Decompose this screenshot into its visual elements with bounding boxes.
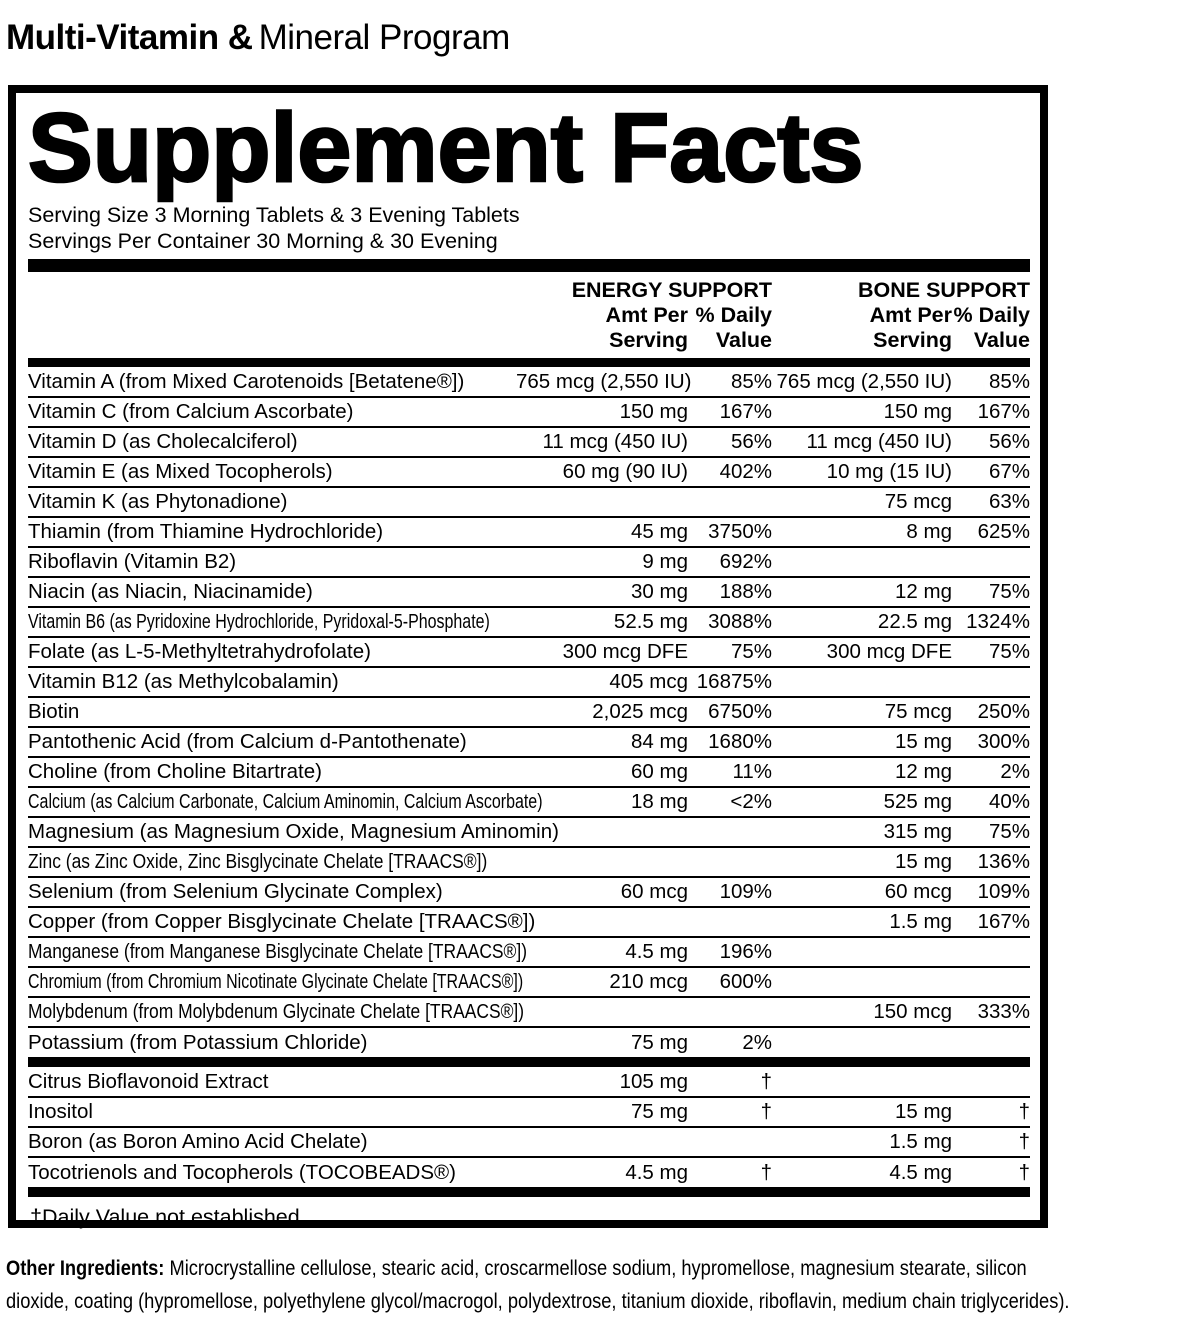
nutrient-value: 12 mg bbox=[895, 580, 952, 603]
nutrient-value: 75% bbox=[988, 640, 1030, 663]
table-row bbox=[28, 517, 1030, 547]
nutrient-value: 60 mcg bbox=[884, 880, 952, 903]
nutrient-value: 1.5 mg bbox=[889, 910, 952, 933]
nutrient-value bbox=[772, 1027, 952, 1057]
nutrient-value: 85% bbox=[988, 369, 1030, 393]
nutrient-value: 196% bbox=[719, 940, 772, 963]
nutrient-value bbox=[772, 667, 952, 697]
value-header: Value bbox=[715, 328, 773, 352]
divider-thick bbox=[28, 259, 1030, 272]
nutrient-name: Vitamin B6 (as Pyridoxine Hydrochloride, Pyridoxal-5-Phosphate) bbox=[28, 610, 490, 633]
nutrient-value: 250% bbox=[977, 700, 1030, 723]
nutrient-name: Vitamin B12 (as Methylcobalamin) bbox=[28, 670, 339, 693]
nutrient-value: 765 mcg (2,550 IU) bbox=[516, 369, 692, 393]
nutrient-value: 4.5 mg bbox=[889, 1160, 952, 1184]
nutrient-value: 2% bbox=[1000, 760, 1030, 783]
nutrient-value: 6750% bbox=[708, 700, 772, 723]
spacer-cell bbox=[28, 276, 516, 303]
table-row bbox=[28, 457, 1030, 487]
daily-value-header: % Daily bbox=[953, 303, 1031, 327]
table-row bbox=[28, 607, 1030, 637]
column-subheader-row bbox=[28, 328, 1030, 358]
nutrient-value: 16875% bbox=[696, 670, 772, 693]
table-row bbox=[28, 547, 1030, 577]
nutrient-value: 300 mcg DFE bbox=[826, 640, 952, 663]
nutrient-value: 63% bbox=[988, 490, 1030, 513]
nutrient-value: 11 mcg (450 IU) bbox=[806, 430, 952, 453]
nutrient-value: 315 mg bbox=[883, 820, 952, 843]
nutrient-value bbox=[952, 667, 1030, 697]
table-row bbox=[28, 1127, 1030, 1157]
nutrient-value: 52.5 mg bbox=[613, 610, 688, 633]
nutrient-value: 150 mg bbox=[619, 400, 688, 423]
product-title bbox=[6, 18, 510, 58]
nutrients-table bbox=[28, 367, 1030, 1057]
nutrient-value: 84 mg bbox=[631, 730, 688, 753]
nutrient-value bbox=[688, 1127, 772, 1157]
nutrient-value: 167% bbox=[719, 400, 772, 423]
nutrient-value: 167% bbox=[977, 910, 1030, 933]
nutrient-value: 15 mg bbox=[895, 850, 952, 873]
table-row bbox=[28, 427, 1030, 457]
nutrient-name: Vitamin E (as Mixed Tocopherols) bbox=[28, 460, 333, 483]
nutrient-name: Vitamin D (as Cholecalciferol) bbox=[28, 430, 298, 453]
nutrient-name: Pantothenic Acid (from Calcium d-Pantothenate) bbox=[28, 730, 467, 753]
table-row bbox=[28, 577, 1030, 607]
nutrient-value: † bbox=[760, 1069, 772, 1093]
table-row bbox=[28, 997, 1030, 1027]
panel-title: Supplement Facts bbox=[28, 93, 864, 202]
nutrient-value: 11 mcg (450 IU) bbox=[542, 430, 688, 453]
nutrient-name: Inositol bbox=[28, 1100, 93, 1123]
amt-per-header: Amt Per bbox=[869, 303, 953, 327]
servings-per-container: Servings Per Container 30 Morning & 30 Evening bbox=[28, 229, 498, 253]
nutrient-value: 625% bbox=[977, 520, 1030, 543]
nutrient-value: 75 mg bbox=[631, 1100, 688, 1123]
nutrient-name: Selenium (from Selenium Glycinate Complex) bbox=[28, 880, 443, 903]
table-row bbox=[28, 877, 1030, 907]
nutrient-value bbox=[772, 547, 952, 577]
nutrient-value: 150 mcg bbox=[873, 1000, 952, 1023]
nutrient-value: 56% bbox=[730, 430, 772, 453]
nutrient-name: Tocotrienols and Tocopherols (TOCOBEADS®) bbox=[28, 1160, 456, 1184]
nutrient-value: † bbox=[1018, 1160, 1030, 1184]
nutrient-name: Vitamin A (from Mixed Carotenoids [Betatene®]) bbox=[28, 369, 465, 393]
nutrient-value: 75% bbox=[730, 640, 772, 663]
nutrient-value bbox=[772, 937, 952, 967]
nutrient-value: 85% bbox=[730, 369, 772, 393]
amt-per-header: Amt Per bbox=[605, 303, 688, 327]
nutrient-value: 12 mg bbox=[895, 760, 952, 783]
nutrient-value: <2% bbox=[730, 790, 772, 813]
nutrient-name: Choline (from Choline Bitartrate) bbox=[28, 760, 322, 783]
nutrient-value: 56% bbox=[988, 430, 1030, 453]
nutrient-value: † bbox=[1018, 1130, 1030, 1153]
nutrient-value: 3750% bbox=[708, 520, 772, 543]
nutrient-value bbox=[952, 967, 1030, 997]
nutrient-value: 109% bbox=[719, 880, 772, 903]
other-ingredients-text: Microcrystalline cellulose, stearic acid, croscarmellose sodium, hypromellose, magnesium stearate, silicon dioxide, coating (hypromellose, polyethylene glycol/macrogol, polydextrose, titanium dioxide, riboflavin, medium chain triglycerides). bbox=[6, 1256, 1070, 1313]
nutrient-value: 405 mcg bbox=[609, 670, 688, 693]
other-ingredients bbox=[6, 1252, 1073, 1318]
nutrient-value: 75% bbox=[988, 820, 1030, 843]
nutrient-name: Manganese (from Manganese Bisglycinate Chelate [TRAACS®]) bbox=[28, 940, 528, 963]
table-row bbox=[28, 727, 1030, 757]
nutrient-value: 210 mcg bbox=[609, 970, 688, 993]
table-row bbox=[28, 937, 1030, 967]
nutrient-value: 67% bbox=[988, 460, 1030, 483]
nutrient-value: 15 mg bbox=[895, 730, 952, 753]
nutrient-name: Thiamin (from Thiamine Hydrochloride) bbox=[28, 520, 384, 543]
nutrient-value: 3088% bbox=[708, 610, 772, 633]
table-row bbox=[28, 817, 1030, 847]
table-row bbox=[28, 787, 1030, 817]
nutrient-value: 75 mcg bbox=[884, 490, 952, 513]
nutrient-value bbox=[516, 487, 688, 517]
nutrient-value: 9 mg bbox=[642, 550, 688, 573]
nutrient-name: Vitamin C (from Calcium Ascorbate) bbox=[28, 400, 354, 423]
nutrient-name: Vitamin K (as Phytonadione) bbox=[28, 490, 288, 513]
nutrient-value: 60 mg bbox=[631, 760, 688, 783]
table-row bbox=[28, 1097, 1030, 1127]
nutrient-value: 1324% bbox=[966, 610, 1030, 633]
nutrient-value bbox=[952, 1027, 1030, 1057]
nutrient-value bbox=[688, 847, 772, 877]
table-row bbox=[28, 487, 1030, 517]
nutrient-value: 765 mcg (2,550 IU) bbox=[776, 369, 952, 393]
serving-header: Serving bbox=[873, 328, 953, 352]
serving-header: Serving bbox=[609, 328, 688, 352]
nutrient-value bbox=[688, 817, 772, 847]
nutrient-value: 40% bbox=[988, 790, 1030, 813]
nutrient-name: Chromium (from Chromium Nicotinate Glycinate Chelate [TRAACS®]) bbox=[28, 970, 524, 993]
nutrient-value: † bbox=[760, 1160, 772, 1184]
nutrient-value: 8 mg bbox=[906, 520, 952, 543]
nutrient-name: Potassium (from Potassium Chloride) bbox=[28, 1030, 368, 1054]
nutrient-value: 11% bbox=[732, 760, 772, 783]
divider-medium bbox=[28, 1187, 1030, 1197]
energy-support-header: ENERGY SUPPORT bbox=[571, 278, 773, 302]
table-row bbox=[28, 637, 1030, 667]
table-row bbox=[28, 1027, 1030, 1057]
nutrient-value bbox=[516, 847, 688, 877]
bone-support-header: BONE SUPPORT bbox=[857, 278, 1031, 302]
table-row bbox=[28, 847, 1030, 877]
daily-value-footnote: †Daily Value not established. bbox=[30, 1205, 306, 1229]
nutrient-name: Calcium (as Calcium Carbonate, Calcium Aminomin, Calcium Ascorbate) bbox=[28, 790, 543, 813]
nutrient-value: † bbox=[760, 1100, 772, 1123]
nutrient-value bbox=[772, 1067, 952, 1097]
value-header: Value bbox=[973, 328, 1031, 352]
divider-medium bbox=[28, 358, 1030, 367]
nutrient-value: 1680% bbox=[708, 730, 772, 753]
nutrient-name: Boron (as Boron Amino Acid Chelate) bbox=[28, 1130, 368, 1153]
nutrient-value: 45 mg bbox=[631, 520, 688, 543]
nutrient-value: 402% bbox=[719, 460, 772, 483]
daily-value-header: % Daily bbox=[695, 303, 773, 327]
nutrient-value: 300 mcg DFE bbox=[562, 640, 688, 663]
nutrient-value: 15 mg bbox=[895, 1100, 952, 1123]
table-row bbox=[28, 367, 1030, 397]
nutrient-value: 2% bbox=[742, 1030, 772, 1054]
nutrient-name: Citrus Bioflavonoid Extract bbox=[28, 1069, 269, 1093]
other-nutrients-table bbox=[28, 1067, 1030, 1187]
nutrient-value bbox=[516, 1127, 688, 1157]
nutrient-value: 333% bbox=[977, 1000, 1030, 1023]
nutrient-value: 75 mg bbox=[631, 1030, 688, 1054]
nutrient-value: 105 mg bbox=[619, 1069, 688, 1093]
table-row bbox=[28, 967, 1030, 997]
group-header-row bbox=[28, 276, 1030, 303]
nutrient-value bbox=[516, 997, 688, 1027]
serving-info bbox=[28, 202, 1030, 254]
spacer-cell bbox=[28, 328, 516, 358]
nutrient-value: 10 mg (15 IU) bbox=[826, 460, 952, 483]
nutrient-value bbox=[952, 1067, 1030, 1097]
nutrient-value: 75% bbox=[988, 580, 1030, 603]
nutrient-value: 30 mg bbox=[631, 580, 688, 603]
nutrient-value: 167% bbox=[977, 400, 1030, 423]
nutrient-value: 300% bbox=[977, 730, 1030, 753]
nutrient-value bbox=[772, 967, 952, 997]
column-subheader-row bbox=[28, 303, 1030, 328]
table-row bbox=[28, 667, 1030, 697]
divider-medium bbox=[28, 1057, 1030, 1067]
table-row bbox=[28, 697, 1030, 727]
table-row bbox=[28, 757, 1030, 787]
nutrient-value: 4.5 mg bbox=[625, 1160, 688, 1184]
nutrient-name: Copper (from Copper Bisglycinate Chelate [TRAACS®]) bbox=[28, 910, 536, 933]
nutrient-value: 525 mg bbox=[883, 790, 952, 813]
nutrient-value: † bbox=[1018, 1100, 1030, 1123]
nutrient-value: 692% bbox=[719, 550, 772, 573]
nutrient-value: 600% bbox=[719, 970, 772, 993]
nutrient-name: Biotin bbox=[28, 700, 80, 723]
table-row bbox=[28, 397, 1030, 427]
nutrient-name: Niacin (as Niacin, Niacinamide) bbox=[28, 580, 313, 603]
nutrient-name: Folate (as L-5-Methyltetrahydrofolate) bbox=[28, 640, 371, 663]
nutrient-name: Molybdenum (from Molybdenum Glycinate Chelate [TRAACS®]) bbox=[28, 1000, 525, 1023]
product-title-bold: Multi-Vitamin & bbox=[6, 18, 253, 57]
nutrient-value: 22.5 mg bbox=[877, 610, 952, 633]
nutrient-value bbox=[688, 907, 772, 937]
nutrient-value: 60 mcg bbox=[620, 880, 688, 903]
nutrient-value: 1.5 mg bbox=[889, 1130, 952, 1153]
nutrient-value: 75 mcg bbox=[884, 700, 952, 723]
nutrient-value: 109% bbox=[977, 880, 1030, 903]
nutrient-value: 4.5 mg bbox=[625, 940, 688, 963]
nutrient-value: 2,025 mcg bbox=[592, 700, 688, 723]
serving-size: Serving Size 3 Morning Tablets & 3 Evening Tablets bbox=[28, 203, 520, 227]
nutrient-name: Riboflavin (Vitamin B2) bbox=[28, 550, 237, 573]
table-row bbox=[28, 1067, 1030, 1097]
spacer-cell bbox=[28, 303, 516, 328]
nutrient-value: 136% bbox=[977, 850, 1030, 873]
nutrient-name: Zinc (as Zinc Oxide, Zinc Bisglycinate Chelate [TRAACS®]) bbox=[28, 850, 488, 873]
column-header-table bbox=[28, 276, 1030, 358]
nutrient-value: 150 mg bbox=[883, 400, 952, 423]
nutrient-value bbox=[688, 997, 772, 1027]
supplement-facts-panel bbox=[8, 85, 1048, 1228]
nutrient-value bbox=[952, 937, 1030, 967]
product-title-regular: Mineral Program bbox=[258, 18, 510, 57]
other-ingredients-label: Other Ingredients: bbox=[6, 1256, 165, 1280]
table-row bbox=[28, 907, 1030, 937]
nutrient-value: 188% bbox=[719, 580, 772, 603]
nutrient-value bbox=[516, 907, 688, 937]
table-row bbox=[28, 1157, 1030, 1187]
nutrient-value: 60 mg (90 IU) bbox=[562, 460, 688, 483]
nutrient-name: Magnesium (as Magnesium Oxide, Magnesium Aminomin) bbox=[28, 820, 559, 843]
nutrient-value bbox=[688, 487, 772, 517]
nutrient-value: 18 mg bbox=[631, 790, 688, 813]
nutrient-value bbox=[952, 547, 1030, 577]
